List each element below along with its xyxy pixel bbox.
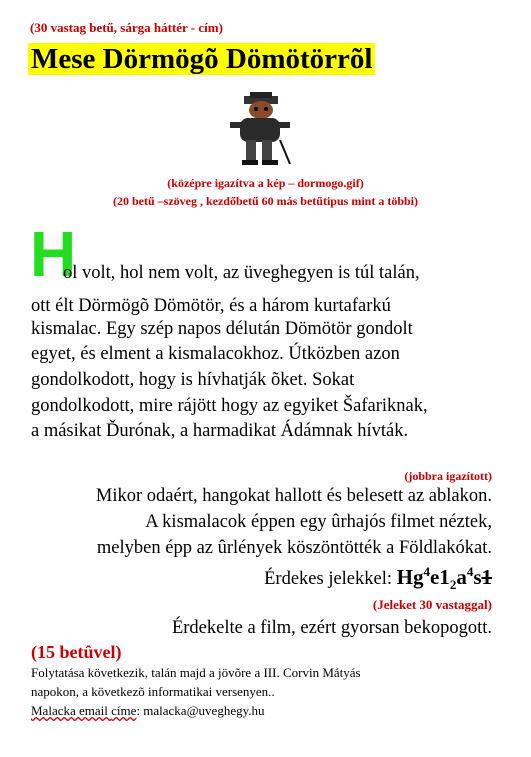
drop-cap: H [30,218,77,290]
right-line-3: melyben épp az ûrlények köszöntötték a Földlakókat. [96,538,492,558]
symbols-label: Érdekes jelekkel: [264,569,393,589]
right-line-4: Érdekelte a film, ezért gyorsan bekopogott. [171,618,492,638]
symbols-line [264,564,492,593]
right-align-note: (jobbra igazított) [404,469,492,483]
symbols-note: (Jeleket 30 vastaggal) [372,597,492,612]
story-line-2: ott élt Dörmögõ Dömötör, és a három kurtafarkú [31,296,391,316]
footer-line-1: Folytatása következik, talán majd a jövõre a III. Corvin Mátyás [31,665,361,680]
footer-line-2: napokon, a következõ informatikai versenyen.. [31,684,275,699]
story-line-4: egyet, és elment a kismalacokhoz. Útközben azon [31,344,400,364]
story-line-6: gondolkodott, mire rájött hogy az egyiket Šafariknak, [31,396,428,416]
title-format-note: (30 vastag betű, sárga háttér - cím) [30,20,223,35]
story-line-3: kismalac. Egy szép napos délután Dömötör gondolt [31,319,413,339]
image-caption-1: (középre igazítva a kép – dormogo.gif) [167,176,364,190]
bear-character-image [226,92,298,167]
email-word: címe [111,703,137,718]
story-line-1: ol volt, hol nem volt, az üveghegyen is túl talán, [63,263,420,283]
page-title: Mese Dörmögõ Dömötörrõl [28,43,375,75]
symbols-formula: $Hg^4e1_2a^4s1$ [396,564,492,593]
story-line-7: a másikat Ďurónak, a harmadikat Ádámnak hívták. [31,421,409,441]
footer-note: (15 betûvel) [31,642,122,662]
image-caption-2: (20 betű –szöveg , kezdőbetű 60 más betűtipus mint a többi) [112,194,418,208]
email-line: Malacka email címe: malacka@uveghegy.hu [31,703,265,718]
right-line-2: A kismalacok éppen egy ûrhajós filmet néztek, [145,512,492,532]
right-line-1: Mikor odaért, hangokat hallott és belesett az ablakon. [95,486,492,506]
story-line-5: gondolkodott, hogy is hívhatják õket. Sokat [31,370,355,390]
